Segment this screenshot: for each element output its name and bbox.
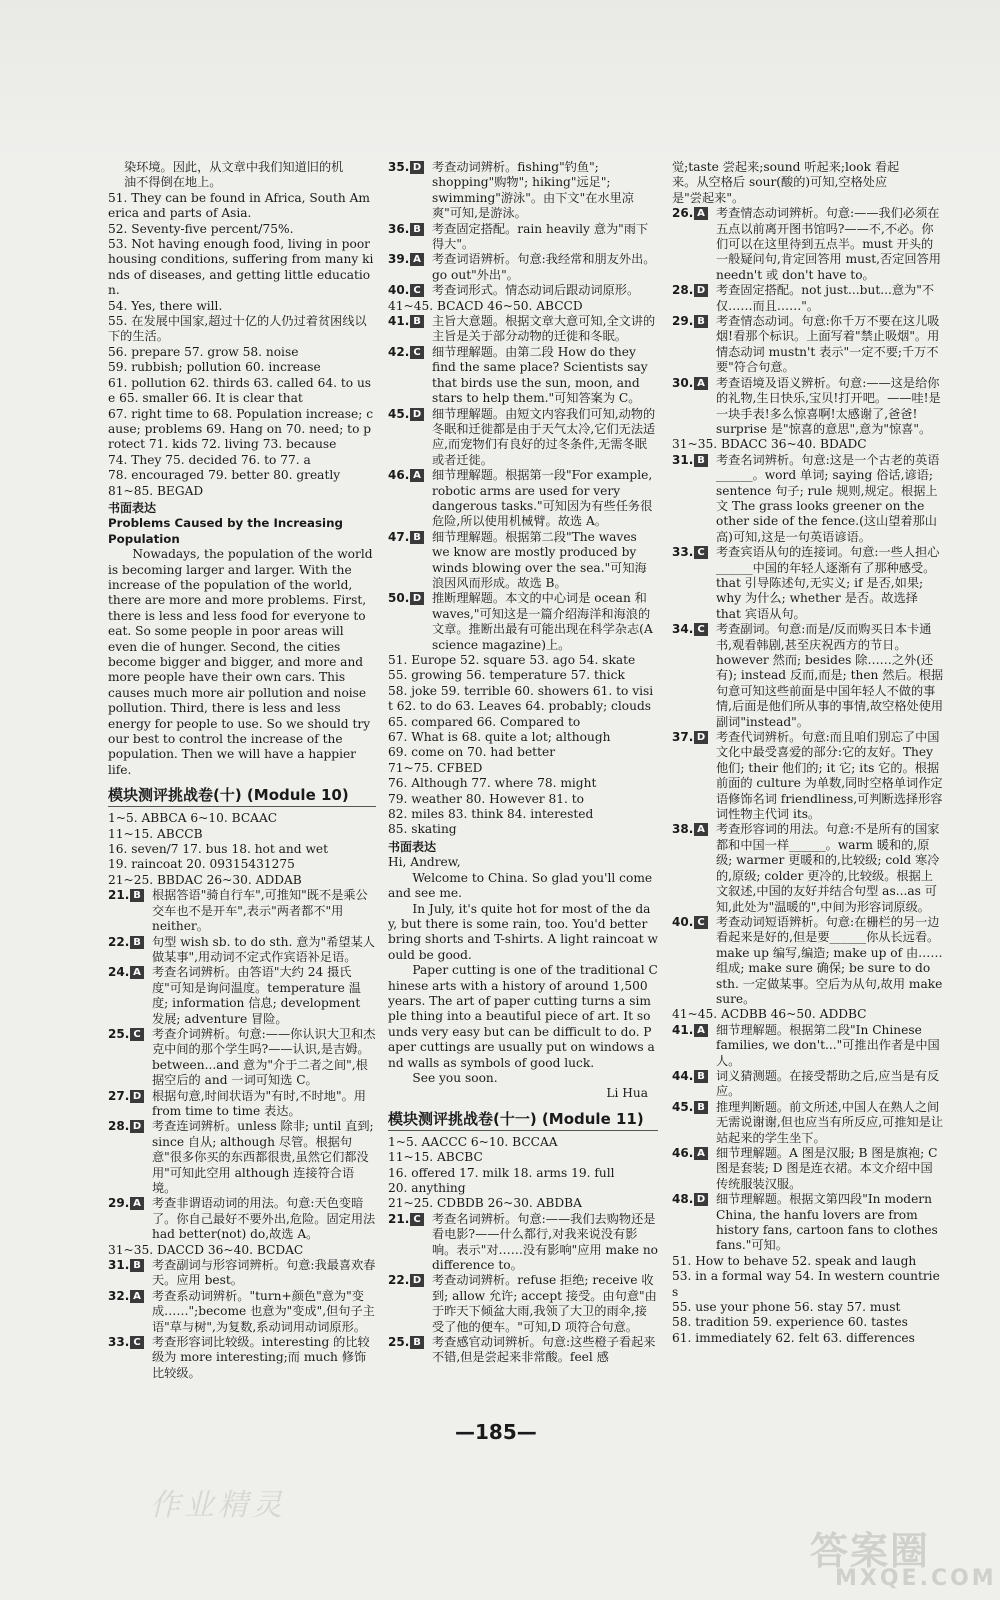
- col2-mcq-answers: [388, 1135, 658, 1212]
- answer-badge: A: [694, 823, 708, 836]
- question-number: 31.: [672, 452, 694, 467]
- answer-badge: D: [694, 1193, 708, 1206]
- question-explanation: [388, 160, 658, 222]
- explanation-text: 考查词语辨析。句意:我经常和朋友外出。go out"外出"。: [432, 252, 656, 282]
- explanation-text: 推理判断题。前文所述,中国人在熟人之间无需说谢谢,但也应当有所反应,可推知是让站起来的学生坐下。: [716, 1099, 944, 1145]
- letter-signature: Li Hua: [606, 1086, 648, 1101]
- text-line: 11~15. ABCBC: [388, 1150, 483, 1165]
- question-explanation: [672, 1146, 944, 1192]
- answer-badge: A: [694, 377, 708, 390]
- question-number: 41.: [672, 1022, 694, 1037]
- answer-badge: D: [410, 408, 424, 421]
- question-number: 28.: [672, 283, 694, 298]
- text-line: 81~85. BEGAD: [108, 483, 204, 498]
- column-left: [108, 160, 376, 1381]
- text-line: 20. anything: [388, 1181, 466, 1195]
- answer-badge: D: [410, 592, 424, 605]
- question-explanation: [388, 1335, 658, 1366]
- question-number: 26.: [672, 206, 694, 221]
- question-explanation: [108, 1089, 376, 1120]
- explanation-text: 考查情态动词。句意:你千万不要在这儿吸烟!看那个标识。上面写着"禁止吸烟"。用情态动词 mustn't 表示"一定不要;千万不要"符合句意。: [716, 314, 940, 375]
- question-explanation: [108, 1258, 376, 1289]
- explanation-text: 细节理解题。A 图是汉服; B 图是旗袍; C 图是套装; D 图是连衣裙。本文介绍中国传统服装汉服。: [716, 1146, 938, 1191]
- text-line: 69. come on 70. had better: [388, 745, 556, 760]
- question-number: 39.: [388, 252, 410, 267]
- question-number: 31.: [108, 1258, 130, 1273]
- answer-badge: C: [410, 1213, 424, 1226]
- answer-badge: B: [694, 1070, 708, 1083]
- question-number: 47.: [388, 529, 410, 544]
- explanation-text: 考查形容词的用法。句意:不是所有的国家都和中国一样______。warm 暖和的,原级; warmer 更暖和的,比较级; cold 寒冷的,原级; colder 更冷的,比较级。根据上文叙述,中国的友好并结合句型 as...as 可知,此处为"温暖的",中间为形容词原级。: [716, 822, 940, 914]
- col1-mcq-answers: [108, 811, 376, 888]
- col1-items: [108, 191, 376, 499]
- explanation-text: 考查介词辨析。句意:——你认识大卫和杰克中间的那个学生吗?——认识,是吉姆。between...and 意为"介于二者之间",根据空后的 and 一词可知选 C。: [152, 1026, 376, 1088]
- question-number: 40.: [672, 914, 694, 929]
- question-explanation: [108, 1119, 376, 1196]
- question-number: 29.: [672, 314, 694, 329]
- explanation-text: 推断理解题。本文的中心词是 ocean 和 waves,"可知这是一篇介绍海洋和海浪的文章。推断出最有可能出现在科学杂志(A science magazine)上。: [432, 591, 653, 652]
- answer-badge: A: [410, 253, 424, 266]
- text-line: 55. growing 56. temperature 57. thick: [388, 668, 625, 683]
- text-line: 21~25. CDBDB 26~30. ABDBA: [388, 1196, 582, 1211]
- explanation-text: 考查形容词比较级。interesting 的比较级为 more interesting;而 much 修饰比较级。: [152, 1335, 370, 1380]
- question-number: 24.: [108, 965, 130, 980]
- col3-intro: [672, 160, 944, 206]
- text-line: 79. weather 80. However 81. to: [388, 791, 584, 806]
- col3-mcq2: 41~45. ACDBB 46~50. ADDBC: [672, 1007, 867, 1022]
- col3-fill-answers: [672, 1254, 944, 1346]
- answer-badge: A: [694, 207, 708, 220]
- text-line: 76. Although 77. where 78. might: [388, 776, 597, 791]
- question-explanation: [672, 1192, 944, 1254]
- question-number: 50.: [388, 591, 410, 606]
- answer-badge: A: [130, 966, 144, 979]
- question-number: 25.: [108, 1026, 130, 1041]
- question-number: 44.: [672, 1068, 694, 1083]
- col1-intro: [108, 160, 376, 191]
- col2-fill-answers: [388, 653, 658, 838]
- explanation-text: 考查代词辨析。句意:而且咱们别忘了中国文化中最受喜爱的部分:它的友好。They 他们; their 他们的; it 它; its 它的。根据前面的 culture 为单数,同时空格单词作定语修饰名词 friendliness,可判断选择形容词性物主代词 its。: [716, 730, 943, 822]
- question-explanation: [108, 1335, 376, 1381]
- col2-question-explanations-3: [388, 1212, 658, 1366]
- col3-question-explanations: [672, 206, 944, 437]
- explanation-text: 考查连词辨析。unless 除非; until 直到; since 自从; although 尽管。根据句意"很多你买的东西都很贵,虽然它们都没用"可知此空用 although 连接符合语境。: [152, 1119, 374, 1195]
- explanation-text: 考查动词辨析。refuse 拒绝; receive 收到; allow 允许; accept 接受。由句意"由于昨天下倾盆大雨,我领了大卫的雨伞,接受了他的便车。"可知,D 项符合句意。: [432, 1273, 657, 1334]
- explanation-text: 细节理解题。由短文内容我们可知,动物的冬眠和迁徙都是由于天气太冷,它们无法适应,而宠物们有良好的过冬条件,无需冬眠或者迁徙。: [432, 406, 656, 467]
- question-number: 46.: [672, 1146, 694, 1160]
- answer-badge: C: [130, 1028, 144, 1041]
- explanation-text: 细节理解题。根据第二段"In Chinese families, we don't..."可推出作者是中国人。: [716, 1022, 940, 1068]
- answer-badge: B: [410, 1336, 424, 1349]
- question-explanation: [672, 545, 944, 622]
- text-line: Welcome to China. So glad you'll come and see me.: [388, 870, 656, 901]
- text-line: 53. Not having enough food, living in poor housing conditions, suffering from many kinds of diseases, and getting little education.: [108, 237, 374, 298]
- question-explanation: [108, 1289, 376, 1335]
- section-heading-module-11: 模块测评挑战卷(十一) (Module 11): [388, 1108, 658, 1131]
- watermark-url: MXQE.COM: [835, 1566, 997, 1591]
- text-line: 67. What is 68. quite a lot; although: [388, 730, 611, 745]
- question-explanation: [108, 1196, 376, 1242]
- question-number: 42.: [388, 344, 410, 359]
- explanation-text: 考查动词短语辨析。句意:在栅栏的另一边看起来是好的,但是要______你从长远看。make up 编写,编造; make up of 由……组成; make sure 确保; be sure to do sth. 一定做某事。空后为从句,故用 make sure。: [716, 914, 943, 1006]
- answer-badge: B: [694, 315, 708, 328]
- question-explanation: [108, 965, 376, 1027]
- explanation-text: 考查情态动词辨析。句意:——我们必须在五点以前离开图书馆吗?——不,不必。你们可以在这里待到五点半。must 开头的一般疑问句,肯定回答用 must,否定回答用 needn't 或 don't have to。: [716, 206, 941, 282]
- letter-greeting: Hi, Andrew,: [388, 855, 461, 870]
- col2-question-explanations: [388, 160, 658, 299]
- text-line: 55. 在发展中国家,超过十亿的人仍过着贫困线以下的生活。: [108, 314, 367, 344]
- explanation-text: 考查宾语从句的连接词。句意:一些人担心______中国的年轻人逐渐有了那种感受。that 引导陈述句,无实义; if 是否,如果; why 为什么; whether 是否。故选择 that 宾语从句。: [716, 545, 940, 621]
- question-number: 21.: [108, 888, 130, 903]
- text-line: 51. How to behave 52. speak and laugh: [672, 1253, 917, 1268]
- question-explanation: [672, 1023, 944, 1069]
- text-line: 21~25. BBDAC 26~30. ADDAB: [108, 872, 302, 887]
- text-line: 58. joke 59. terrible 60. showers 61. to visit 62. to do 63. Leaves 64. probably; clouds 65. compared 66. Compared to: [388, 683, 655, 729]
- answer-badge: B: [130, 1259, 144, 1272]
- question-explanation: [672, 283, 944, 314]
- question-number: 33.: [672, 545, 694, 560]
- question-explanation: [388, 314, 658, 345]
- explanation-text: 考查固定搭配。not just...but...意为"不仅……而且……"。: [716, 283, 935, 313]
- question-number: 21.: [388, 1211, 410, 1226]
- answer-badge: C: [694, 546, 708, 559]
- question-explanation: [672, 822, 944, 914]
- text-line: 染环境。因此，从文章中我们知道旧的机: [124, 160, 344, 174]
- question-number: 27.: [108, 1088, 130, 1103]
- explanation-text: 考查副词。句意:而是/反而购买日本卡通书,观看韩剧,甚至庆祝西方的节日。however 然而; besides 除……之外(还有); instead 反而,而是; then 然后。根据句意可知这些前面是中国年轻人不做的事情,后面是他们所从事的事情,故空格处使用副词"instead"。: [716, 622, 944, 729]
- answer-badge: A: [694, 1024, 708, 1037]
- text-line: 是"尝起来"。: [672, 190, 745, 205]
- text-line: 16. seven/7 17. bus 18. hot and wet: [108, 842, 328, 857]
- page-top-band: [0, 0, 1000, 160]
- text-line: 59. rubbish; pollution 60. increase: [108, 360, 321, 375]
- explanation-text: 考查名词辨析。由答语"大约 24 摄氏度"可知是询问温度。temperature 温度; information 信息; development 发展; adventure 冒险。: [152, 965, 361, 1026]
- question-explanation: [388, 1273, 658, 1335]
- explanation-text: 考查非谓语动词的用法。句意:天色变暗了。你自己最好不要外出,危险。固定用法 had better(not) do,故选 A。: [152, 1196, 376, 1242]
- question-number: 40.: [388, 283, 410, 298]
- explanation-text: 考查语境及语义辨析。句意:——这是给你的礼物,生日快乐,宝贝!打开吧。——哇!是一块手表!多么惊喜啊!太感谢了,爸爸! surprise 是"惊喜的意思",意为"惊喜"。: [716, 375, 941, 436]
- answer-badge: B: [694, 1101, 708, 1114]
- answer-badge: C: [130, 1336, 144, 1349]
- watermark-left: 作业精灵: [150, 1488, 286, 1523]
- answer-badge: D: [410, 1274, 424, 1287]
- question-number: 25.: [388, 1335, 410, 1350]
- text-line: 53. in a formal way 54. In western countries: [672, 1269, 940, 1299]
- explanation-text: 根据答语"骑自行车",可推知"既不是乘公交车也不是开车",表示"两者都不"用 neither。: [152, 888, 368, 934]
- col3-question-explanations-3: [672, 1023, 944, 1254]
- question-number: 32.: [108, 1288, 130, 1303]
- explanation-text: 考查系动词辨析。"turn+颜色"意为"变成……";become 也意为"变成",但句子主语"草与树",为复数,系动词用动词原形。: [152, 1288, 375, 1334]
- question-explanation: [672, 915, 944, 1007]
- question-explanation: [672, 206, 944, 283]
- question-number: 37.: [672, 730, 694, 745]
- question-number: 30.: [672, 375, 694, 390]
- question-explanation: [388, 252, 658, 283]
- explanation-text: 主旨大意题。根据文章大意可知,全文讲的主旨是关于部分动物的迁徙和冬眠。: [432, 314, 656, 344]
- explanation-text: 考查名词辨析。句意:——我们去购物还是看电影?——什么都行,对我来说没有影响。表示"对……没有影响"应用 make no difference to。: [432, 1211, 658, 1273]
- answer-badge: A: [130, 1197, 144, 1210]
- essay-title: Problems Caused by the Increasing Population: [108, 516, 343, 546]
- question-explanation: [388, 345, 658, 407]
- text-line: 55. use your phone 56. stay 57. must: [672, 1300, 901, 1315]
- question-number: 29.: [108, 1196, 130, 1211]
- answer-badge: D: [694, 731, 708, 744]
- question-explanation: [388, 468, 658, 530]
- text-line: Paper cutting is one of the traditional Chinese arts with a history of around 1,500 years. The art of paper cutting turns a simple thing into a beautiful piece of art. It sounds very easy but can be difficult to do. Paper cuttings are usually put on windows and walls as symbols of good luck.: [388, 963, 658, 1070]
- answer-badge: A: [130, 1290, 144, 1303]
- answer-badge: D: [410, 161, 424, 174]
- column-middle: [388, 160, 658, 1366]
- explanation-text: 考查词形式。情态动词后跟动词原形。: [432, 283, 640, 298]
- question-explanation: [388, 1212, 658, 1274]
- text-line: 51. They can be found in Africa, South America and parts of Asia.: [108, 190, 370, 221]
- answer-badge: B: [694, 454, 708, 467]
- col1-question-explanations-2: [108, 1258, 376, 1381]
- question-number: 45.: [388, 406, 410, 421]
- col3-mcq: 31~35. BDACC 36~40. BDADC: [672, 437, 867, 452]
- text-line: 85. skating: [388, 822, 457, 837]
- question-number: 45.: [672, 1099, 694, 1114]
- answer-badge: C: [410, 346, 424, 359]
- question-explanation: [388, 530, 658, 592]
- text-line: 来。从空格后 sour(酸的)可知,空格处应: [672, 175, 888, 190]
- question-number: 36.: [388, 221, 410, 236]
- question-explanation: [388, 283, 658, 298]
- question-explanation: [672, 453, 944, 545]
- text-line: 1~5. AACCC 6~10. BCCAA: [388, 1134, 558, 1149]
- writing-label-2: 书面表达: [388, 839, 437, 854]
- answer-badge: C: [410, 284, 424, 297]
- answer-badge: B: [130, 889, 144, 902]
- question-number: 41.: [388, 314, 410, 329]
- answer-badge: B: [130, 936, 144, 949]
- col2-question-explanations-2: [388, 314, 658, 653]
- essay-body: Nowadays, the population of the world is becoming larger and larger. With the increase of the population of the world, there are more and more problems. First, there is less and less food for everyone to eat. So some people in poor areas will even die of hunger. Second, the cities become bigger and bigger, and more and more people have their own cars. This causes much more air pollution and noise pollution. Third, there is less and less energy for people to use. So we should try our best to control the increase of the population. Then we will have a happier life.: [108, 547, 373, 777]
- section-heading-module-10: 模块测评挑战卷(十) (Module 10): [108, 784, 376, 807]
- writing-label: 书面表达: [108, 500, 157, 515]
- explanation-text: 考查固定搭配。rain heavily 意为"雨下得大"。: [432, 221, 649, 252]
- text-line: 58. tradition 59. experience 60. tastes: [672, 1315, 908, 1330]
- explanation-text: 细节理解题。根据文第四段"In modern China, the hanfu lovers are from history fans, cartoon fans to clothes fans."可知。: [716, 1192, 938, 1253]
- answer-badge: A: [410, 469, 424, 482]
- explanation-text: 细节理解题。根据第一段"For example, robotic arms are used for very dangerous tasks."可知因为有些任务很危险,所以使用机械臂。故选 A。: [432, 468, 653, 529]
- question-number: 33.: [108, 1335, 130, 1350]
- text-line: 71~75. CFBED: [388, 760, 483, 775]
- question-explanation: [108, 935, 376, 966]
- explanation-text: 考查副词与形容词辨析。句意:我最喜欢春天。应用 best。: [152, 1258, 376, 1288]
- page-number: —185—: [455, 1420, 537, 1444]
- text-line: 16. offered 17. milk 18. arms 19. full: [388, 1165, 615, 1180]
- question-number: 22.: [108, 934, 130, 949]
- watermark-logo: 答案圈: [810, 1529, 931, 1573]
- text-line: 52. Seventy-five percent/75%.: [108, 221, 294, 236]
- text-line: 56. prepare 57. grow 58. noise: [108, 344, 299, 359]
- column-right: [672, 160, 944, 1346]
- text-line: 51. Europe 52. square 53. ago 54. skate: [388, 653, 636, 667]
- col1-mcq2: 31~35. DACCD 36~40. BCDAC: [108, 1242, 304, 1257]
- question-number: 22.: [388, 1273, 410, 1288]
- explanation-text: 考查感官动词辨析。句意:这些橙子看起来不错,但是尝起来非常酸。feel 感: [432, 1335, 656, 1365]
- letter-body: [388, 871, 658, 1087]
- question-explanation: [388, 222, 658, 253]
- text-line: 觉;taste 尝起来;sound 听起来;look 看起: [672, 160, 900, 174]
- answer-badge: D: [694, 284, 708, 297]
- question-explanation: [672, 622, 944, 730]
- explanation-text: 根据句意,时间状语为"有时,不时地"。用 from time to time 表达。: [152, 1088, 366, 1118]
- text-line: 油不得倒在地上。: [124, 175, 222, 190]
- text-line: 74. They 75. decided 76. to 77. a: [108, 452, 311, 467]
- question-explanation: [672, 1100, 944, 1146]
- text-line: 1~5. ABBCA 6~10. BCAAC: [108, 811, 278, 826]
- answer-badge: D: [130, 1120, 144, 1133]
- text-line: 61. immediately 62. felt 63. differences: [672, 1330, 915, 1345]
- question-number: 38.: [672, 822, 694, 837]
- explanation-text: 考查动词辨析。fishing"钓鱼"; shopping"购物"; hiking"远足"; swimming"游泳"。由下文"在水里凉爽"可知,是游泳。: [432, 160, 634, 221]
- explanation-text: 考查名词辨析。句意:这是一个古老的英语______。word 单词; saying 俗话,谚语; sentence 句子; rule 规则,规定。根据上文 The grass looks greener on the other side of the fence.(这山望着那山高)可知,这是一句英语谚语。: [716, 452, 940, 544]
- answer-badge: D: [130, 1090, 144, 1103]
- question-number: 34.: [672, 622, 694, 637]
- col1-question-explanations: [108, 888, 376, 1242]
- answer-badge: B: [410, 223, 424, 236]
- question-number: 35.: [388, 160, 410, 174]
- col2-mcq: 41~45. BCACD 46~50. ABCCD: [388, 298, 583, 313]
- explanation-text: 句型 wish sb. to do sth. 意为"希望某人做某事",用动词不定式作宾语补足语。: [152, 934, 375, 964]
- text-line: 82. miles 83. think 84. interested: [388, 807, 594, 822]
- answer-badge: C: [694, 916, 708, 929]
- question-explanation: [108, 1027, 376, 1089]
- question-explanation: [672, 730, 944, 822]
- text-line: 61. pollution 62. thirds 63. called 64. to use 65. smaller 66. It is clear that: [108, 375, 372, 406]
- question-number: 48.: [672, 1192, 694, 1207]
- text-line: 54. Yes, there will.: [108, 298, 223, 313]
- question-number: 46.: [388, 468, 410, 483]
- question-number: 28.: [108, 1119, 130, 1134]
- question-explanation: [388, 407, 658, 469]
- explanation-text: 细节理解题。根据第二段"The waves we know are mostly produced by winds blowing over the sea."可知海浪因风而形成。故选 B。: [432, 529, 647, 590]
- answer-badge: B: [410, 315, 424, 328]
- answer-badge: B: [410, 531, 424, 544]
- text-line: See you soon.: [412, 1070, 498, 1085]
- question-explanation: [672, 1069, 944, 1100]
- question-explanation: [108, 888, 376, 934]
- text-line: In July, it's quite hot for most of the day, but there is some rain, too. You'd better bring shorts and T-shirts. A light raincoat would be good.: [388, 901, 658, 962]
- question-explanation: [672, 376, 944, 438]
- text-line: 19. raincoat 20. 09315431275: [108, 857, 295, 872]
- answer-badge: C: [694, 623, 708, 636]
- explanation-text: 词义猜测题。在接受帮助之后,应当是有反应。: [716, 1068, 940, 1099]
- text-line: 67. right time to 68. Population increase; cause; problems 69. Hang on 70. need; to protect 71. kids 72. living 73. because: [108, 406, 374, 452]
- text-line: 78. encouraged 79. better 80. greatly: [108, 468, 341, 483]
- answer-badge: A: [694, 1147, 708, 1160]
- text-line: 11~15. ABCCB: [108, 826, 203, 841]
- question-explanation: [672, 314, 944, 376]
- col3-question-explanations-2: [672, 453, 944, 1008]
- question-explanation: [388, 591, 658, 653]
- explanation-text: 细节理解题。由第二段 How do they find the same place? Scientists say that birds use the sun, moon, and stars to help them."可知答案为 C。: [432, 344, 648, 406]
